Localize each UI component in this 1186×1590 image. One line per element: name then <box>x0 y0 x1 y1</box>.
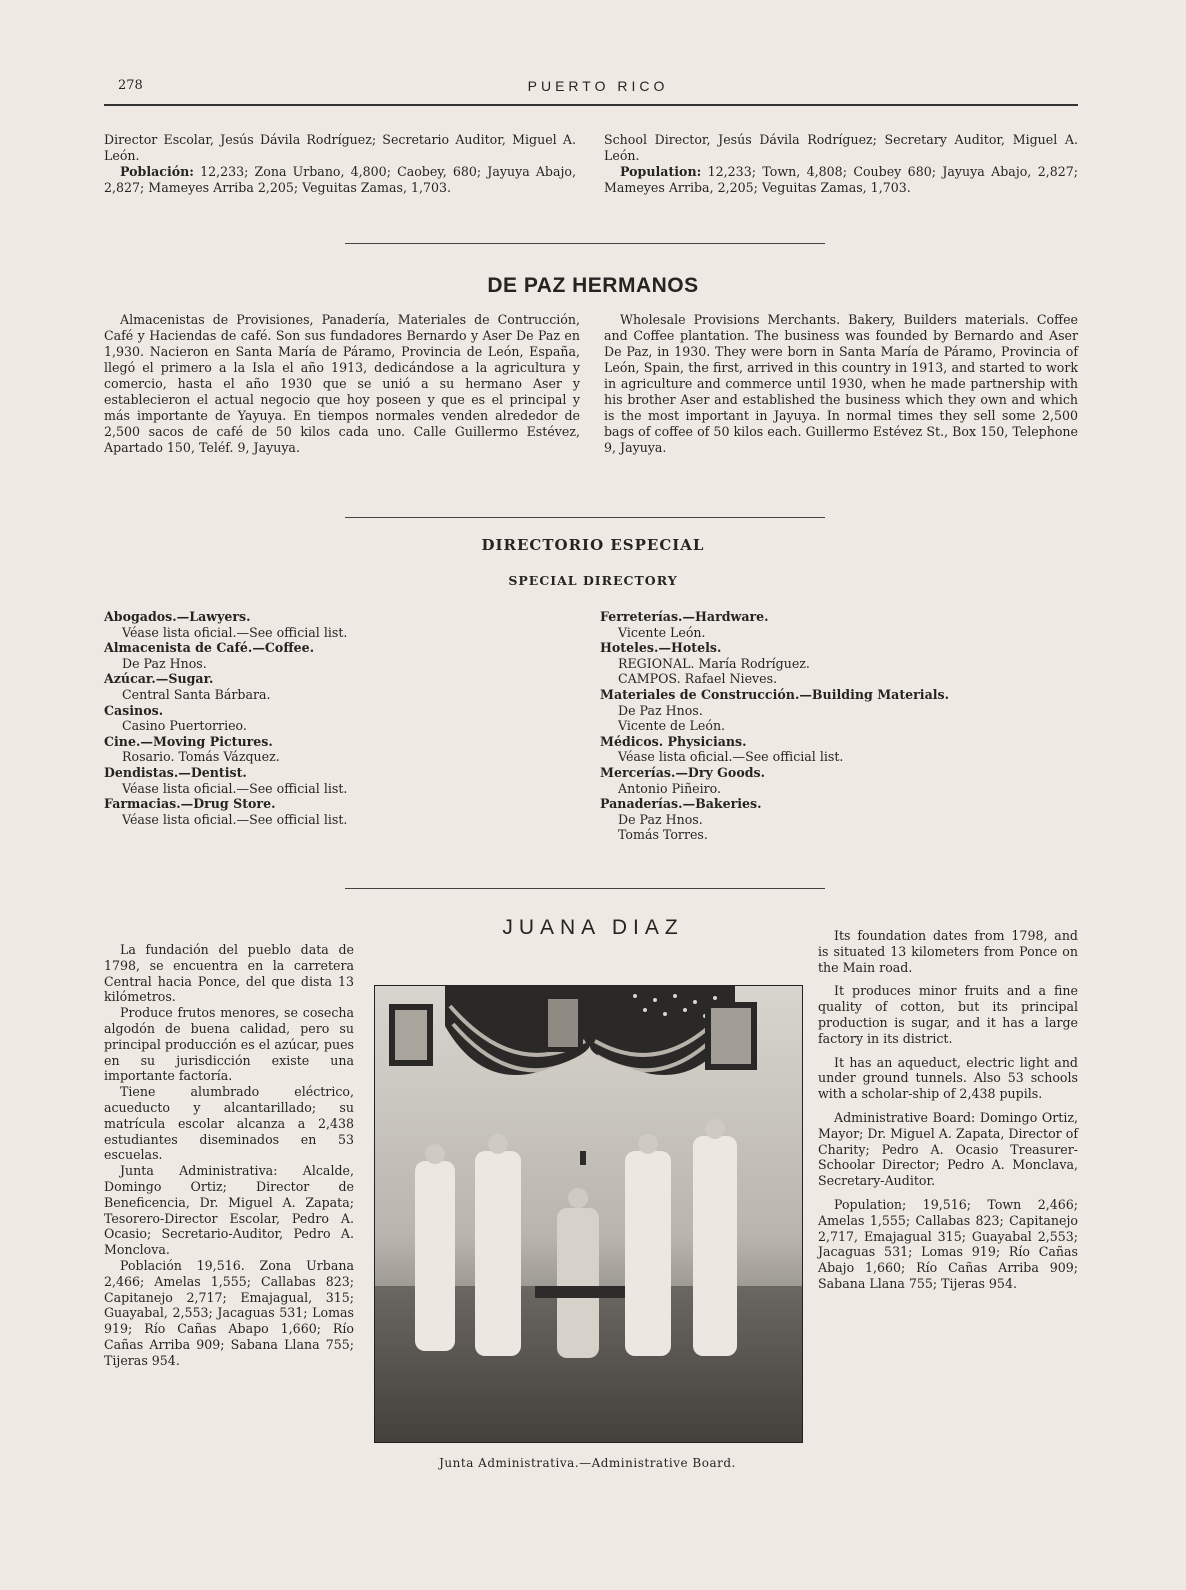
directory-category: Casinos. <box>104 702 164 718</box>
depaz-spanish <box>104 312 580 456</box>
juana-spanish-para: Produce frutos menores, se cosecha algodón de buena calidad, pero su principal producción es el azúcar, pues en su jurisdicción existe una importante factoría. <box>104 1005 354 1084</box>
directory-left <box>104 609 544 827</box>
juana-english-para: Its foundation dates from 1798, and is situated 13 kilometers from Ponce on the Main road. <box>818 928 1078 975</box>
directory-category: Materiales de Construcción.—Building Materials. <box>600 686 949 702</box>
juana-spanish-para: La fundación del pueblo data de 1798, se encuentra en la carretera Central hacia Ponce, del que dista 13 kilómetros. <box>104 942 354 1005</box>
intro-spanish-pop-label: Población: <box>120 164 194 179</box>
juana-english-para: It has an aqueduct, electric light and under ground tunnels. Also 53 schools with a scholar-ship of 2,438 pupils. <box>818 1054 1078 1102</box>
directory-entry: Antonio Piñeiro. <box>618 780 722 796</box>
directory-entry: Vicente León. <box>618 624 706 640</box>
board-photo-drawing <box>375 986 802 1442</box>
directory-category: Médicos. Physicians. <box>600 733 747 749</box>
directory-entry: Véase lista oficial.—See official list. <box>122 624 348 640</box>
directory-category: Cine.—Moving Pictures. <box>104 733 273 749</box>
separator-rule <box>345 243 825 244</box>
intro-english <box>604 132 1078 196</box>
board-photograph <box>374 985 803 1443</box>
directory-category: Panaderías.—Bakeries. <box>600 796 762 812</box>
depaz-english-text: Wholesale Provisions Merchants. Bakery, Builders materials. Coffee and Coffee plantation. The business was founded by Bernardo and Aser De Paz, in 1930. They were born in Santa María de Páramo, Provincia of León, Spain, the first, arrived in this country in 1913, and started to work in agriculture and commerce until 1930, when he made partnership with his brother Aser and established the business which they own and which is the most important in Jayuya. In normal times they sell some 2,500 bags of coffee of 50 kilos each. Guillermo Estévez St., Box 150, Telephone 9, Jayuya. <box>604 312 1078 455</box>
juana-english <box>818 928 1078 1292</box>
depaz-spanish-text: Almacenistas de Provisiones, Panadería, Materiales de Contrucción, Café y Haciendas de café. Son sus fundadores Bernardo y Aser De Paz en 1,930. Nacieron en Santa María de Páramo, Provincia de León, España, llegó el primero a la Isla el año 1913, dedicándose a la agricultura y comercio, hasta el año 1930 que se unió a su hermano Aser y establecieron el actual negocio que hoy poseen y que es el principal y más importante de Yayuya. En tiempos normales venden alrededor de 2,500 sacos de café de 50 kilos cada uno. Calle Guillermo Estévez, Apartado 150, Teléf. 9, Jayuya. <box>104 312 580 455</box>
intro-english-officers: School Director, Jesús Dávila Rodríguez; Secretary Auditor, Miguel A. León. <box>604 132 1078 163</box>
directory-entry: REGIONAL. María Rodríguez. <box>618 655 810 671</box>
juana-spanish-para: Tiene alumbrado eléctrico, acueducto y alcantarillado; su matrícula escolar alcanza a 2,438 estudiantes diseminados en 53 escuelas. <box>104 1084 354 1163</box>
header-rule <box>104 104 1078 106</box>
juana-english-para: Administrative Board: Domingo Ortiz, Mayor; Dr. Miguel A. Zapata, Director of Charity; Pedro A. Ocasio Treasurer-Schoolar Director; Pedro A. Monclava, Secretary-Auditor. <box>818 1109 1078 1189</box>
intro-spanish <box>104 132 576 196</box>
directory-entry: Tomás Torres. <box>618 827 708 843</box>
running-header <box>118 78 1078 100</box>
juana-english-para: Population; 19,516; Town 2,466; Amelas 1,555; Callabas 823; Capitanejo 2,717, Emajagual 315; Guayabal 2,553; Jacaguas 531; Lomas 919; Río Cañas Abajo 1,660; Río Cañas Arriba 909; Sabana Llana 755; Tijeras 954. <box>818 1196 1078 1291</box>
intro-english-pop-text: 12,233; Town, 4,808; Coubey 680; Jayuya Abajo, 2,827; Mameyes Arriba, 2,205; Veguitas Zamas, 1,703. <box>604 164 1078 195</box>
directory-category: Mercerías.—Dry Goods. <box>600 764 766 780</box>
directory-entry: De Paz Hnos. <box>618 702 703 718</box>
directory-entry: Véase lista oficial.—See official list. <box>618 749 844 765</box>
directory-entry: Rosario. Tomás Vázquez. <box>122 749 280 765</box>
juana-spanish-para: Población 19,516. Zona Urbana 2,466; Amelas 1,555; Callabas 823; Capitanejo 2,717; Emajagual, 315; Guayabal, 2,553; Jacaguas 531; Lomas 919; Río Cañas Abapo 1,660; Río Cañas Arriba 909; Sabana Llana 755; Tijeras 954. <box>104 1257 354 1368</box>
directory-entry: Véase lista oficial.—See official list. <box>122 811 348 827</box>
intro-spanish-officers: Director Escolar, Jesús Dávila Rodríguez; Secretario Auditor, Miguel A. León. <box>104 132 576 163</box>
directory-entry: Central Santa Bárbara. <box>122 686 271 702</box>
directory-category: Azúcar.—Sugar. <box>104 671 214 687</box>
directory-entry: CAMPOS. Rafael Nieves. <box>618 671 778 687</box>
running-title: PUERTO RICO <box>527 78 669 94</box>
separator-rule <box>345 888 825 889</box>
juana-english-para: It produces minor fruits and a fine quality of cotton, but its principal production is sugar, and it has a large factory in its district. <box>818 983 1078 1046</box>
directory-entry: Casino Puertorrieo. <box>122 718 247 734</box>
directory-entry: Vicente de León. <box>618 718 726 734</box>
photo-caption: Junta Administrativa.—Administrative Board. <box>439 1456 736 1470</box>
page-number: 278 <box>118 78 143 93</box>
directory-category: Abogados.—Lawyers. <box>104 609 251 624</box>
juana-spanish-para: Junta Administrativa: Alcalde, Domingo Ortiz; Director de Beneficencia, Dr. Miguel A. Zapata; Tesorero-Director Escolar, Pedro A. Ocasio; Secretario-Auditor, Pedro A. Monclova. <box>104 1163 354 1258</box>
directory-category: Hoteles.—Hotels. <box>600 640 722 656</box>
directory-title-es: DIRECTORIO ESPECIAL <box>481 536 705 554</box>
directory-category: Almacenista de Café.—Coffee. <box>104 640 315 656</box>
directory-entry: De Paz Hnos. <box>618 811 703 827</box>
directory-category: Farmacias.—Drug Store. <box>104 796 276 812</box>
depaz-title: DE PAZ HERMANOS <box>487 274 699 297</box>
directory-title-en: SPECIAL DIRECTORY <box>508 573 678 588</box>
directory-category: Dendistas.—Dentist. <box>104 764 247 780</box>
directory-right <box>600 609 1078 843</box>
intro-spanish-pop-text: 12,233; Zona Urbano, 4,800; Caobey, 680; Jayuya Abajo, 2,827; Mameyes Arriba 2,205; Veguitas Zamas, 1,703. <box>104 164 576 195</box>
depaz-english <box>604 312 1078 456</box>
intro-english-pop-label: Population: <box>620 164 702 179</box>
directory-entry: De Paz Hnos. <box>122 655 207 671</box>
directory-category: Ferreterías.—Hardware. <box>600 609 769 624</box>
juana-title: JUANA DIAZ <box>502 916 684 939</box>
directory-entry: Véase lista oficial.—See official list. <box>122 780 348 796</box>
juana-spanish <box>104 942 354 1369</box>
separator-rule <box>345 517 825 518</box>
